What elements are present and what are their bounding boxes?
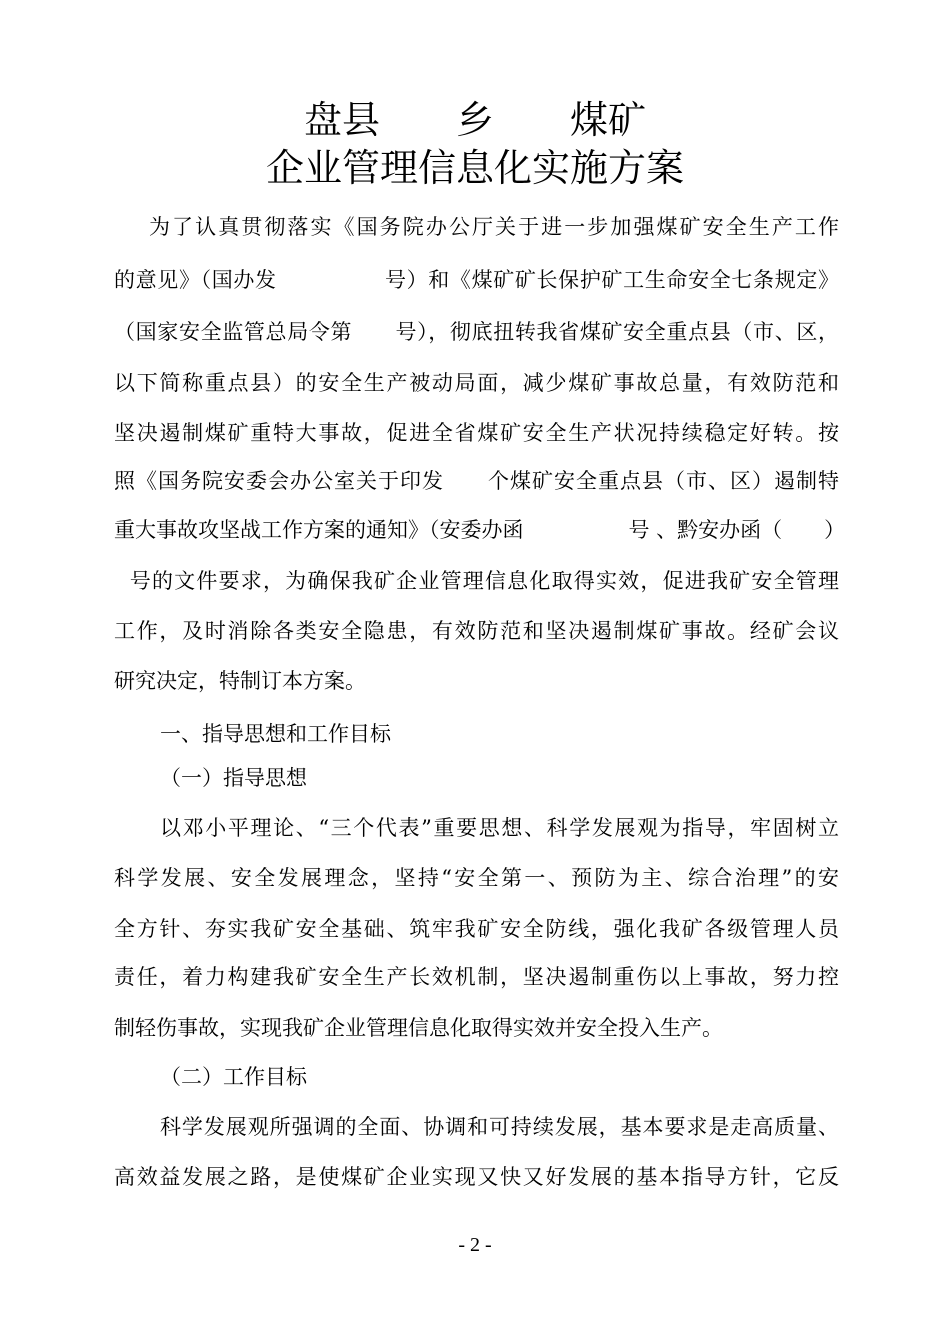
document-title-line-1: 盘县 乡 煤矿 [303, 98, 646, 142]
paragraph-line: 的意见》（国办发 号）和《煤矿矿长保护矿工生命安全七条规定》 [114, 268, 839, 292]
paragraph-line: 全方针、夯实我矿安全基础、筑牢我矿安全防线，强化我矿各级管理人员 [114, 917, 839, 941]
subsection-heading: （二）工作目标 [160, 1065, 307, 1089]
paragraph-line: （国家安全监管总局令第 号），彻底扭转我省煤矿安全重点县（市、区， [114, 320, 839, 344]
paragraph-line: 以邓小平理论、“三个代表”重要思想、科学发展观为指导，牢固树立 [160, 816, 839, 840]
paragraph-line: 号的文件要求，为确保我矿企业管理信息化取得实效，促进我矿安全管理 [114, 569, 839, 593]
subsection-heading: （一）指导思想 [160, 766, 307, 790]
paragraph-line: 制轻伤事故，实现我矿企业管理信息化取得实效并安全投入生产。 [114, 1016, 723, 1040]
paragraph-line: 责任，着力构建我矿安全生产长效机制，坚决遏制重伤以上事故，努力控 [114, 965, 839, 989]
paragraph-line: 高效益发展之路，是使煤矿企业实现又快又好发展的基本指导方针，它反 [114, 1165, 839, 1189]
document-title-line-2: 企业管理信息化实施方案 [265, 146, 684, 190]
paragraph-line: 坚决遏制煤矿重特大事故，促进全省煤矿安全生产状况持续稳定好转。按 [114, 421, 839, 445]
page-number: - 2 - [458, 1234, 492, 1256]
paragraph-line: 重大事故攻坚战工作方案的通知》（安委办函 号 、黔安办函（ ） [114, 518, 846, 542]
paragraph-line: 工作，及时消除各类安全隐患，有效防范和坚决遏制煤矿事故。经矿会议 [114, 619, 839, 643]
paragraph-line: 科学发展观所强调的全面、协调和可持续发展，基本要求是走高质量、 [160, 1115, 839, 1139]
paragraph-line: 照《国务院安委会办公室关于印发 个煤矿安全重点县（市、区）遏制特 [114, 469, 839, 493]
paragraph-line: 为了认真贯彻落实《国务院办公厅关于进一步加强煤矿安全生产工作 [114, 215, 839, 239]
paragraph-line: 科学发展、安全发展理念，坚持“安全第一、预防为主、综合治理”的安 [114, 866, 839, 890]
paragraph-line: 研究决定，特制订本方案。 [114, 669, 366, 693]
paragraph-line: 以下简称重点县）的安全生产被动局面，减少煤矿事故总量，有效防范和 [114, 371, 839, 395]
section-heading: 一、指导思想和工作目标 [160, 722, 391, 746]
